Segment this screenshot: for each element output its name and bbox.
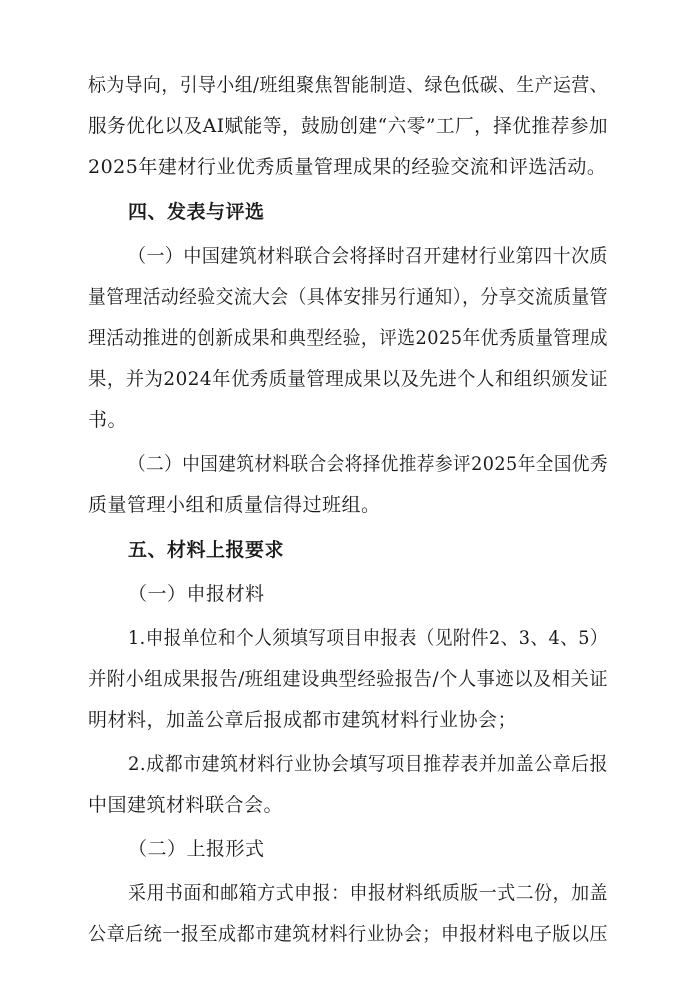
paragraph-line: 服务优化以及AI赋能等，鼓励创建“六零”工厂，择优推荐参加	[88, 115, 608, 137]
paragraph-line: 公章后统一报至成都市建筑材料行业协会；申报材料电子版以压	[88, 923, 608, 945]
paragraph-line: （二）中国建筑材料联合会将择优推荐参评2025年全国优秀	[128, 453, 608, 475]
paragraph-line: （一）中国建筑材料联合会将择时召开建材行业第四十次质	[128, 245, 608, 267]
paragraph-line: 2025年建材行业优秀质量管理成果的经验交流和评选活动。	[88, 156, 607, 178]
paragraph-line: 中国建筑材料联合会。	[88, 794, 284, 816]
subsection-heading: （二）上报形式	[128, 838, 265, 860]
paragraph-line: 理活动推进的创新成果和典型经验，评选2025年优秀质量管理成	[88, 327, 608, 349]
paragraph-line: 果，并为2024年优秀质量管理成果以及先进个人和组织颁发证	[88, 368, 608, 390]
paragraph-line: 并附小组成果报告/班组建设典型经验报告/个人事迹以及相关证	[88, 668, 608, 690]
paragraph-line: 采用书面和邮箱方式申报：申报材料纸质版一式二份，加盖	[128, 882, 608, 904]
paragraph-line: 质量管理小组和质量信得过班组。	[88, 494, 381, 516]
section-heading-5: 五、材料上报要求	[128, 539, 285, 561]
section-heading-4: 四、发表与评选	[128, 201, 265, 223]
paragraph-line: 1.申报单位和个人须填写项目申报表（见附件2、3、4、5）	[128, 627, 608, 649]
paragraph-line: 明材料，加盖公章后报成都市建筑材料行业协会；	[88, 709, 518, 731]
subsection-heading: （一）申报材料	[128, 583, 265, 605]
paragraph-line: 量管理活动经验交流大会（具体安排另行通知），分享交流质量管	[88, 286, 608, 308]
paragraph-line: 标为导向，引导小组/班组聚焦智能制造、绿色低碳、生产运营、	[88, 74, 608, 96]
paragraph-line: 2.成都市建筑材料行业协会填写项目推荐表并加盖公章后报	[128, 753, 608, 775]
paragraph-line: 书。	[88, 409, 128, 431]
